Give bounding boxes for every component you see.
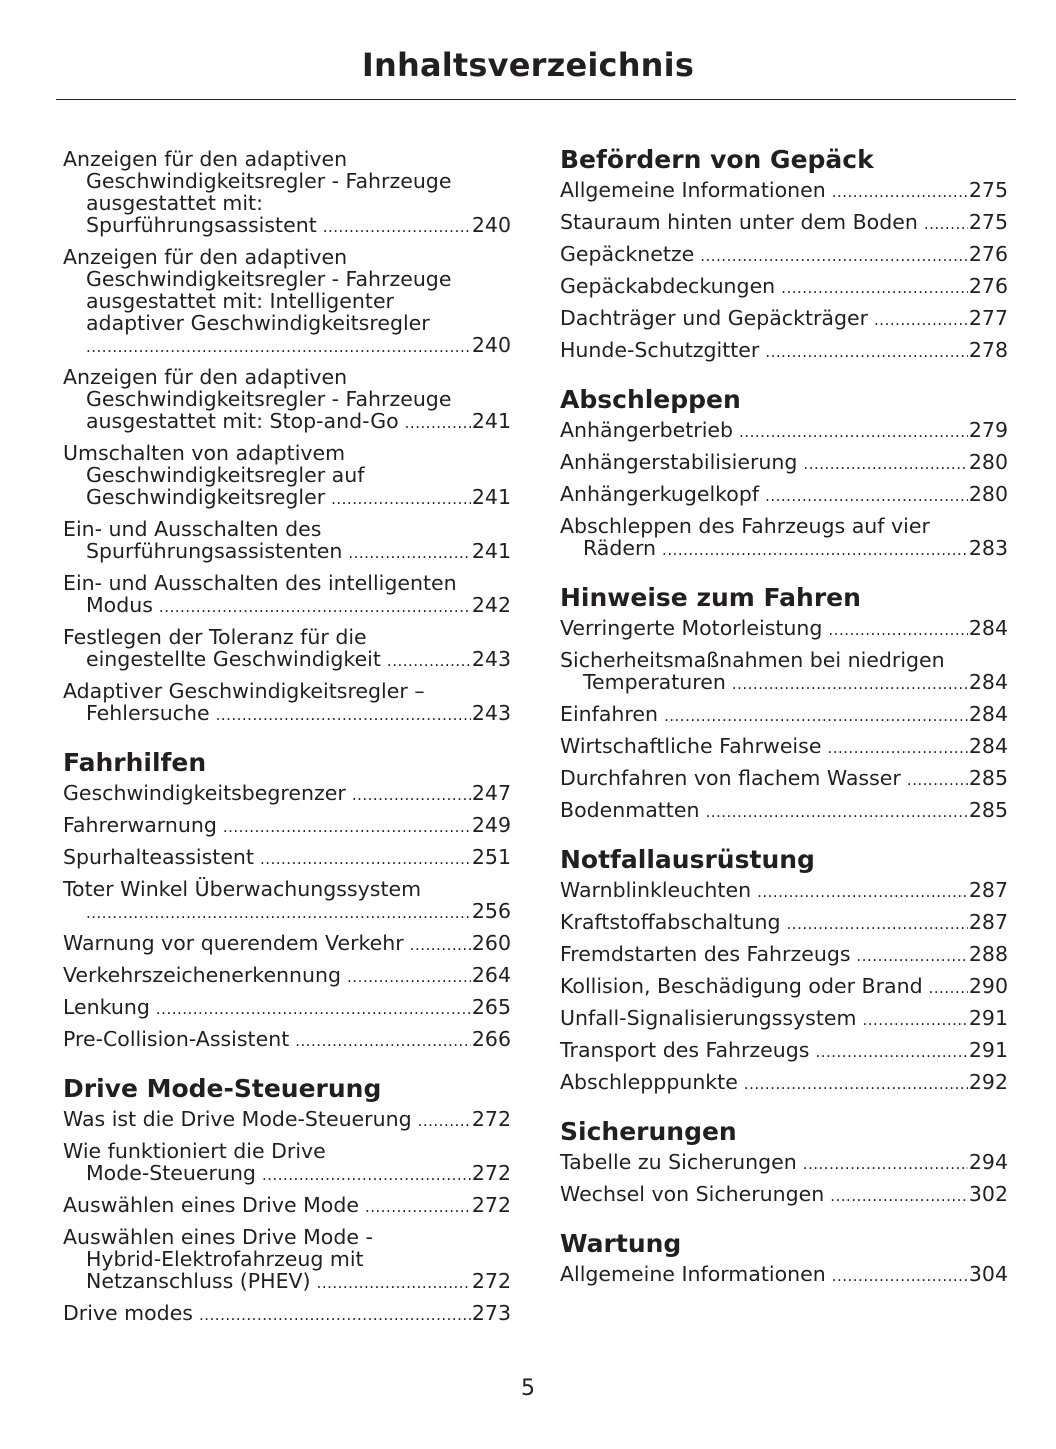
entry-last-line xyxy=(560,275,1008,299)
entry-title-line: Auswählen eines Drive Mode xyxy=(63,1193,359,1217)
page-reference: 241 xyxy=(471,409,511,433)
entry-title-line: Temperaturen xyxy=(583,670,726,694)
entry-title-line: Verringerte Motorleistung xyxy=(560,616,823,640)
page-reference: 243 xyxy=(471,647,511,671)
toc-entry-stauraum-hinten-unter-dem-boden[interactable] xyxy=(560,211,1008,235)
section-heading: Befördern von Gepäck xyxy=(560,145,874,174)
entry-last-line xyxy=(560,975,1008,999)
entry-title-line: Geschwindigkeitsregler xyxy=(86,485,326,509)
entry-title-line: Stauraum hinten unter dem Boden xyxy=(560,210,918,234)
entry-title-line: Ein- und Ausschalten des xyxy=(63,517,322,541)
page-reference: 279 xyxy=(968,418,1008,442)
dot-leader xyxy=(832,181,968,203)
page-reference: 249 xyxy=(471,813,511,837)
dot-leader xyxy=(216,704,471,726)
entry-title-line: Kollision, Beschädigung oder Brand xyxy=(560,974,923,998)
toc-entry-hunde-schutzgitter[interactable] xyxy=(560,339,1008,363)
dot-leader xyxy=(86,336,471,358)
toc-entry-dachtraeger-und-gepaecktraeger[interactable] xyxy=(560,307,1008,331)
page-reference: 285 xyxy=(968,766,1008,790)
entry-title-line: Pre-Collision-Assistent xyxy=(63,1027,290,1051)
entry-last-line xyxy=(63,782,511,806)
toc-section-hinweise-zum-fahren xyxy=(560,583,1008,823)
page-reference: 291 xyxy=(968,1038,1008,1062)
entry-last-line xyxy=(560,419,1008,443)
entry-title-line: Geschwindigkeitsregler auf xyxy=(86,463,365,487)
dot-leader xyxy=(803,1153,968,1175)
page-reference: 291 xyxy=(968,1006,1008,1030)
toc-entry-kraftstoffabschaltung[interactable] xyxy=(560,911,1008,935)
entry-title-line: Fremdstarten des Fahrzeugs xyxy=(560,942,851,966)
entry-last-line xyxy=(63,214,511,238)
toc-entry-drive-modes[interactable] xyxy=(63,1302,511,1326)
page-reference: 278 xyxy=(968,338,1008,362)
entry-last-line xyxy=(63,594,511,618)
toc-entry-bodenmatten[interactable] xyxy=(560,799,1008,823)
dot-leader xyxy=(199,1304,471,1326)
entry-last-line xyxy=(560,483,1008,507)
entry-title-line: Geschwindigkeitsregler - Fahrzeuge xyxy=(86,267,452,291)
page-reference: 292 xyxy=(968,1070,1008,1094)
page-reference: 287 xyxy=(968,878,1008,902)
entry-title-line: Mode-Steuerung xyxy=(86,1161,256,1185)
section-heading: Drive Mode-Steuerung xyxy=(63,1074,382,1103)
entry-title-line: Allgemeine Informationen xyxy=(560,1262,826,1286)
page-reference: 288 xyxy=(968,942,1008,966)
toc-section xyxy=(63,148,511,726)
dot-leader xyxy=(765,485,968,507)
toc-entry-wirtschaftliche-fahrweise[interactable] xyxy=(560,735,1008,759)
entry-title-line: Anzeigen für den adaptiven xyxy=(63,147,348,171)
toc-section-fahrhilfen xyxy=(63,748,511,1052)
page-reference: 243 xyxy=(471,701,511,725)
entry-last-line xyxy=(560,243,1008,267)
dot-leader xyxy=(803,453,967,475)
page-reference: 294 xyxy=(968,1150,1008,1174)
entry-last-line xyxy=(560,451,1008,475)
page-reference: 290 xyxy=(968,974,1008,998)
page-reference: 240 xyxy=(471,333,511,357)
dot-leader xyxy=(387,650,471,672)
toc-right-column xyxy=(560,145,1008,1309)
section-heading: Abschleppen xyxy=(560,385,741,414)
entry-title-line: Adaptiver Geschwindigkeitsregler – xyxy=(63,679,425,703)
toc-entry-pre-collision-assistent[interactable] xyxy=(63,1028,511,1052)
page-reference: 251 xyxy=(471,845,511,869)
toc-entry-warnung-vor-querendem-verkehr[interactable] xyxy=(63,932,511,956)
entry-last-line xyxy=(63,1162,511,1186)
page-reference: 256 xyxy=(471,899,511,923)
toc-entry-anzeigen-fuer-den-adaptiven[interactable] xyxy=(63,148,511,238)
entry-last-line xyxy=(560,879,1008,903)
dot-leader xyxy=(664,705,968,727)
entry-title-line: Auswählen eines Drive Mode - xyxy=(63,1225,373,1249)
dot-leader xyxy=(862,1009,967,1031)
entry-title-line: Abschleppen des Fahrzeugs auf vier xyxy=(560,514,930,538)
section-heading: Sicherungen xyxy=(560,1117,737,1146)
entry-last-line xyxy=(560,735,1008,759)
toc-entry-tabelle-zu-sicherungen[interactable] xyxy=(560,1151,1008,1175)
toc-entry-warnblinkleuchten[interactable] xyxy=(560,879,1008,903)
section-heading: Wartung xyxy=(560,1229,682,1258)
toc-entry-durchfahren-von-flachem-wasser[interactable] xyxy=(560,767,1008,791)
entry-last-line xyxy=(63,410,511,434)
entry-last-line xyxy=(63,1302,511,1326)
entry-last-line xyxy=(560,943,1008,967)
dot-leader xyxy=(757,881,968,903)
entry-title-line: Ein- und Ausschalten des intelligenten xyxy=(63,571,457,595)
section-heading: Notfallausrüstung xyxy=(560,845,815,874)
entry-title-line: Hybrid-Elektrofahrzeug mit xyxy=(86,1247,364,1271)
toc-entry-festlegen-der-toleranz-fuer-die[interactable] xyxy=(63,626,511,672)
toc-entry-lenkung[interactable] xyxy=(63,996,511,1020)
dot-leader xyxy=(323,216,471,238)
entry-last-line xyxy=(560,767,1008,791)
toc-entry-umschalten-von-adaptivem[interactable] xyxy=(63,442,511,510)
toc-entry-sicherheitsmassnahmen-bei-niedrigen[interactable] xyxy=(560,649,1008,695)
entry-title-line: Gepäckabdeckungen xyxy=(560,274,776,298)
toc-entry-geschwindigkeitsbegrenzer[interactable] xyxy=(63,782,511,806)
toc-entry-allgemeine-informationen[interactable] xyxy=(560,1263,1008,1287)
page-reference: 280 xyxy=(968,450,1008,474)
page-reference: 272 xyxy=(471,1161,511,1185)
entry-title-line: Durchfahren von flachem Wasser xyxy=(560,766,901,790)
dot-leader xyxy=(929,977,968,999)
entry-last-line xyxy=(63,900,511,924)
entry-title-line: Hunde-Schutzgitter xyxy=(560,338,760,362)
entry-title-line: Einfahren xyxy=(560,702,658,726)
entry-last-line xyxy=(63,486,511,510)
entry-last-line xyxy=(560,211,1008,235)
page-reference: 272 xyxy=(471,1193,511,1217)
entry-last-line xyxy=(63,334,511,358)
toc-section-sicherungen xyxy=(560,1117,1008,1207)
entry-last-line xyxy=(560,617,1008,641)
entry-last-line xyxy=(63,1270,511,1294)
toc-entry-verringerte-motorleistung[interactable] xyxy=(560,617,1008,641)
entry-title-line: ausgestattet mit: xyxy=(86,191,263,215)
page-reference: 277 xyxy=(968,306,1008,330)
dot-leader xyxy=(744,1073,968,1095)
entry-last-line xyxy=(560,1007,1008,1031)
entry-title-line: Spurführungsassistent xyxy=(86,213,317,237)
dot-leader xyxy=(260,848,471,870)
toc-entry-unfall-signalisierungssystem[interactable] xyxy=(560,1007,1008,1031)
page-reference: 272 xyxy=(471,1269,511,1293)
toc-left-column xyxy=(63,148,511,1348)
toc-entry-auswaehlen-eines-drive-mode[interactable] xyxy=(63,1226,511,1294)
toc-section-befoerdern-von-gepaeck xyxy=(560,145,1008,363)
entry-last-line xyxy=(560,703,1008,727)
dot-leader xyxy=(700,245,968,267)
page-reference: 284 xyxy=(968,616,1008,640)
page-reference: 247 xyxy=(471,781,511,805)
page-reference: 275 xyxy=(968,210,1008,234)
entry-title-line: Drive modes xyxy=(63,1301,193,1325)
entry-title-line: Warnblinkleuchten xyxy=(560,878,752,902)
dot-leader xyxy=(352,784,471,806)
entry-last-line xyxy=(560,1183,1008,1207)
entry-title-line: Spurhalteassistent xyxy=(63,845,254,869)
toc-entry-kollision-beschaedigung-oder-brand[interactable] xyxy=(560,975,1008,999)
entry-title-line: Abschlepppunkte xyxy=(560,1070,738,1094)
entry-title-line: Gepäcknetze xyxy=(560,242,695,266)
page-reference: 273 xyxy=(471,1301,511,1325)
entry-title-line: Dachträger und Gepäckträger xyxy=(560,306,869,330)
page-number: 5 xyxy=(521,1376,535,1401)
dot-leader xyxy=(832,1265,968,1287)
entry-last-line xyxy=(63,932,511,956)
entry-title-line: Spurführungsassistenten xyxy=(86,539,343,563)
toc-entry-einfahren[interactable] xyxy=(560,703,1008,727)
page-reference: 276 xyxy=(968,274,1008,298)
dot-leader xyxy=(405,412,471,434)
page-reference: 266 xyxy=(471,1027,511,1051)
entry-last-line xyxy=(63,1194,511,1218)
entry-last-line xyxy=(63,1028,511,1052)
entry-title-line: Netzanschluss (PHEV) xyxy=(86,1269,311,1293)
dot-leader xyxy=(924,213,968,235)
toc-entry-anhaengerkugelkopf[interactable] xyxy=(560,483,1008,507)
dot-leader xyxy=(827,737,967,759)
page-reference: 285 xyxy=(968,798,1008,822)
entry-title-line: Anhängerkugelkopf xyxy=(560,482,760,506)
toc-section-drive-mode-steuerung xyxy=(63,1074,511,1326)
toc-entry-anhaengerstabilisierung[interactable] xyxy=(560,451,1008,475)
toc-entry-toter-winkel-ueberwachungssystem[interactable] xyxy=(63,878,511,924)
entry-title-line: Umschalten von adaptivem xyxy=(63,441,346,465)
entry-title-line: Was ist die Drive Mode-Steuerung xyxy=(63,1107,412,1131)
entry-title-line: Verkehrszeichenerkennung xyxy=(63,963,342,987)
toc-entry-auswaehlen-eines-drive-mode[interactable] xyxy=(63,1194,511,1218)
entry-title-line: Anzeigen für den adaptiven xyxy=(63,365,348,389)
page-reference: 275 xyxy=(968,178,1008,202)
dot-leader xyxy=(410,934,471,956)
entry-last-line xyxy=(63,814,511,838)
dot-leader xyxy=(874,309,968,331)
dot-leader xyxy=(223,816,471,838)
dot-leader xyxy=(787,913,968,935)
entry-title-line: Geschwindigkeitsregler - Fahrzeuge xyxy=(86,169,452,193)
toc-entry-ein-und-ausschalten-des-intelligenten[interactable] xyxy=(63,572,511,618)
toc-entry-anzeigen-fuer-den-adaptiven[interactable] xyxy=(63,366,511,434)
toc-entry-gepaeckabdeckungen[interactable] xyxy=(560,275,1008,299)
dot-leader xyxy=(295,1030,471,1052)
dot-leader xyxy=(86,902,471,924)
entry-title-line: Sicherheitsmaßnahmen bei niedrigen xyxy=(560,648,945,672)
dot-leader xyxy=(705,801,967,823)
toc-entry-gepaecknetze[interactable] xyxy=(560,243,1008,267)
entry-title-line: Anhängerbetrieb xyxy=(560,418,734,442)
entry-last-line xyxy=(560,339,1008,363)
toc-entry-anhaengerbetrieb[interactable] xyxy=(560,419,1008,443)
dot-leader xyxy=(317,1272,471,1294)
section-heading: Hinweise zum Fahren xyxy=(560,583,861,612)
toc-entry-was-ist-die-drive-mode-steuerung[interactable] xyxy=(63,1108,511,1132)
toc-entry-verkehrszeichenerkennung[interactable] xyxy=(63,964,511,988)
entry-last-line xyxy=(560,1263,1008,1287)
entry-title-line: Geschwindigkeitsregler - Fahrzeuge xyxy=(86,387,452,411)
entry-title-line: Unfall-Signalisierungssystem xyxy=(560,1006,857,1030)
page-reference: 241 xyxy=(471,485,511,509)
entry-title-line: Tabelle zu Sicherungen xyxy=(560,1150,797,1174)
entry-title-line: ausgestattet mit: Intelligenter xyxy=(86,289,394,313)
entry-title-line: Lenkung xyxy=(63,995,150,1019)
page-reference: 264 xyxy=(471,963,511,987)
dot-leader xyxy=(815,1041,967,1063)
entry-last-line xyxy=(560,1039,1008,1063)
section-heading: Fahrhilfen xyxy=(63,748,207,777)
page-reference: 284 xyxy=(968,734,1008,758)
page-reference: 241 xyxy=(471,539,511,563)
entry-title-line: Wie funktioniert die Drive xyxy=(63,1139,326,1163)
page-reference: 240 xyxy=(471,213,511,237)
page-reference: 242 xyxy=(471,593,511,617)
toc-section-abschleppen xyxy=(560,385,1008,561)
dot-leader xyxy=(159,596,471,618)
entry-last-line xyxy=(63,996,511,1020)
entry-last-line xyxy=(560,911,1008,935)
dot-leader xyxy=(732,673,968,695)
entry-title-line: Modus xyxy=(86,593,153,617)
page-reference: 283 xyxy=(968,536,1008,560)
dot-leader xyxy=(662,539,968,561)
toc-entry-wie-funktioniert-die-drive[interactable] xyxy=(63,1140,511,1186)
dot-leader xyxy=(365,1196,471,1218)
entry-title-line: Kraftstoffabschaltung xyxy=(560,910,781,934)
dot-leader xyxy=(828,619,967,641)
entry-title-line: eingestellte Geschwindigkeit xyxy=(86,647,381,671)
page-reference: 272 xyxy=(471,1107,511,1131)
entry-title-line: ausgestattet mit: Stop-and-Go xyxy=(86,409,399,433)
page-reference: 280 xyxy=(968,482,1008,506)
toc-entry-allgemeine-informationen[interactable] xyxy=(560,179,1008,203)
page-reference: 304 xyxy=(968,1262,1008,1286)
entry-title-line: Fehlersuche xyxy=(86,701,210,725)
entry-title-line: Anhängerstabilisierung xyxy=(560,450,798,474)
dot-leader xyxy=(347,966,471,988)
entry-last-line xyxy=(63,540,511,564)
toc-entry-anzeigen-fuer-den-adaptiven[interactable] xyxy=(63,246,511,358)
dot-leader xyxy=(907,769,968,791)
page-reference: 284 xyxy=(968,670,1008,694)
toc-section-wartung xyxy=(560,1229,1008,1287)
toc-entry-fremdstarten-des-fahrzeugs[interactable] xyxy=(560,943,1008,967)
page-reference: 284 xyxy=(968,702,1008,726)
page-reference: 265 xyxy=(471,995,511,1019)
toc-entry-ein-und-ausschalten-des[interactable] xyxy=(63,518,511,564)
dot-leader xyxy=(781,277,968,299)
page-title: Inhaltsverzeichnis xyxy=(361,46,695,84)
entry-title-line: Fahrerwarnung xyxy=(63,813,217,837)
entry-title-line: Transport des Fahrzeugs xyxy=(560,1038,810,1062)
entry-title-line: Wirtschaftliche Fahrweise xyxy=(560,734,822,758)
entry-last-line xyxy=(560,799,1008,823)
entry-last-line xyxy=(560,671,1008,695)
entry-title-line: adaptiver Geschwindigkeitsregler xyxy=(86,311,430,335)
entry-last-line xyxy=(63,1108,511,1132)
toc-entry-abschlepppunkte[interactable] xyxy=(560,1071,1008,1095)
dot-leader xyxy=(418,1110,471,1132)
entry-title-line: Rädern xyxy=(583,536,657,560)
entry-title-line: Anzeigen für den adaptiven xyxy=(63,245,348,269)
dot-leader xyxy=(830,1185,968,1207)
toc-section-notfallausruestung xyxy=(560,845,1008,1095)
dot-leader xyxy=(857,945,968,967)
dot-leader xyxy=(156,998,471,1020)
entry-last-line xyxy=(560,179,1008,203)
toc-entry-spurhalteassistent[interactable] xyxy=(63,846,511,870)
entry-last-line xyxy=(63,648,511,672)
entry-title-line: Festlegen der Toleranz für die xyxy=(63,625,367,649)
page-reference: 287 xyxy=(968,910,1008,934)
toc-entry-transport-des-fahrzeugs[interactable] xyxy=(560,1039,1008,1063)
entry-title-line: Toter Winkel Überwachungssystem xyxy=(63,877,422,901)
page-reference: 260 xyxy=(471,931,511,955)
dot-leader xyxy=(348,542,471,564)
entry-title-line: Bodenmatten xyxy=(560,798,700,822)
page-reference: 302 xyxy=(968,1182,1008,1206)
entry-title-line: Wechsel von Sicherungen xyxy=(560,1182,825,1206)
entry-title-line: Allgemeine Informationen xyxy=(560,178,826,202)
entry-last-line xyxy=(63,702,511,726)
toc-entry-wechsel-von-sicherungen[interactable] xyxy=(560,1183,1008,1207)
toc-entry-adaptiver-geschwindigkeitsregler[interactable] xyxy=(63,680,511,726)
title-divider xyxy=(56,99,1016,100)
entry-last-line xyxy=(63,964,511,988)
dot-leader xyxy=(331,488,471,510)
entry-last-line xyxy=(560,307,1008,331)
entry-last-line xyxy=(560,1151,1008,1175)
page-reference: 276 xyxy=(968,242,1008,266)
entry-last-line xyxy=(560,1071,1008,1095)
entry-title-line: Geschwindigkeitsbegrenzer xyxy=(63,781,346,805)
entry-last-line xyxy=(560,537,1008,561)
dot-leader xyxy=(262,1164,471,1186)
toc-entry-abschleppen-des-fahrzeugs-auf-vier[interactable] xyxy=(560,515,1008,561)
toc-entry-fahrerwarnung[interactable] xyxy=(63,814,511,838)
entry-title-line: Warnung vor querendem Verkehr xyxy=(63,931,404,955)
entry-last-line xyxy=(63,846,511,870)
dot-leader xyxy=(765,341,968,363)
dot-leader xyxy=(739,421,968,443)
